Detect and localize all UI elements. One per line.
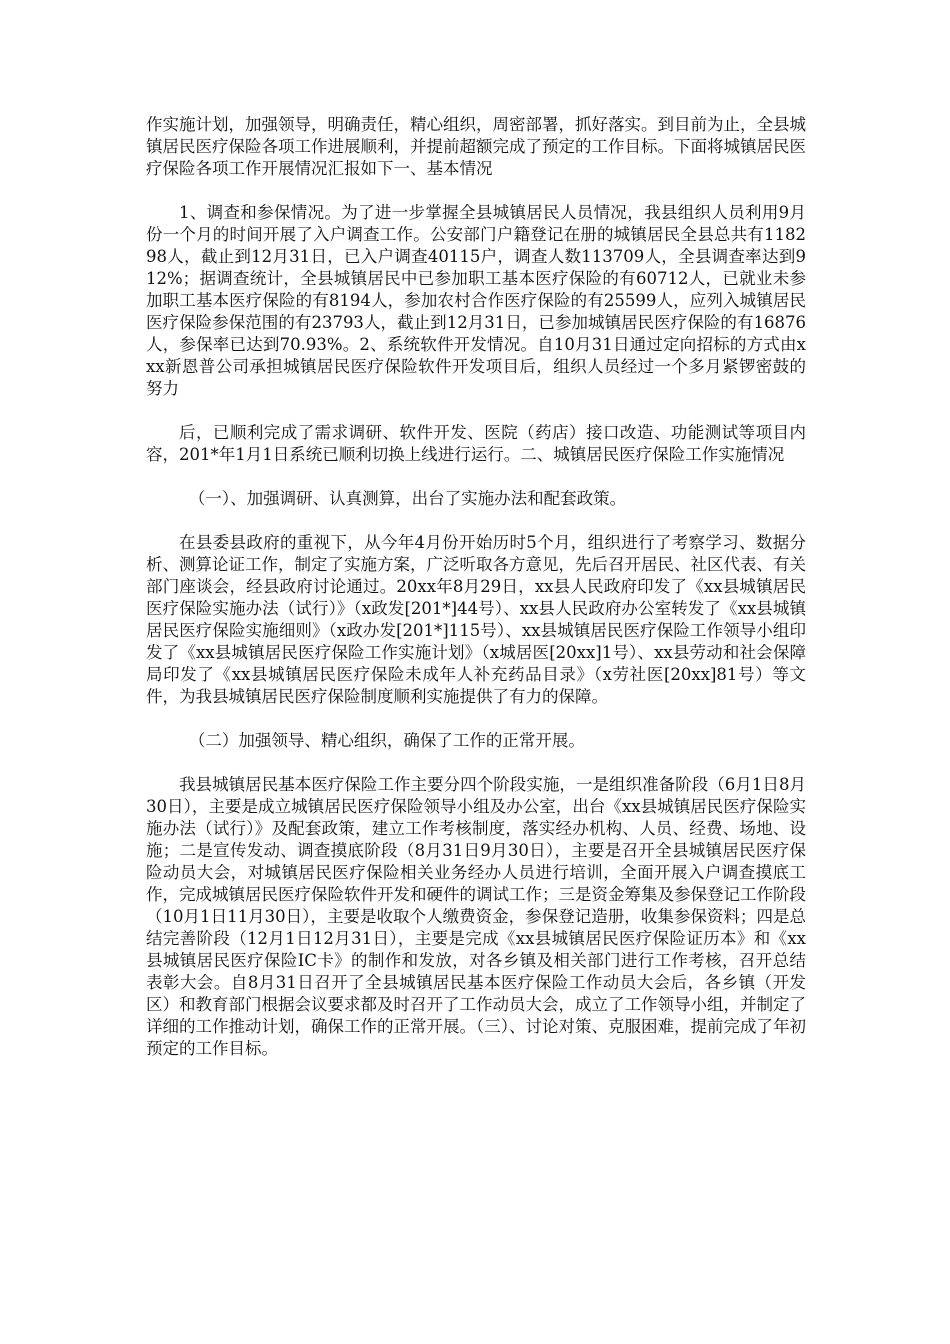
paragraph-2: 1、调查和参保情况。为了进一步掌握全县城镇居民人员情况，我县组织人员利用9月份一个月的时间开展了入户调查工作。公安部门户籍登记在册的城镇居民全县总共有118298人，截止到12月31日，已入户调查40115户，调查人数113709人，全县调查率达到912%；据调查统计，全县城镇居民中已参加职工基本医疗保险的有60712人，已就业未参加职工基本医疗保险的有8194人，参加农村合作医疗保险的有25599人，应列入城镇居民医疗保险参保范围的有23793人，截止到12月31日，已参加城镇居民医疗保险的有16876人，参保率已达到70.93%。2、系统软件开发情况。自10月31日通过定向招标的方式由xxx新恩普公司承担城镇居民医疗保险软件开发项目后，组织人员经过一个多月紧锣密鼓的努力: [146, 203, 806, 398]
document-page: [146, 114, 806, 1082]
paragraph-3: 后，已顺利完成了需求调研、软件开发、医院（药店）接口改造、功能测试等项目内容，201*年1月1日系统已顺利切换上线进行运行。二、城镇居民医疗保险工作实施情况: [146, 423, 806, 464]
paragraph-7: 我县城镇居民基本医疗保险工作主要分四个阶段实施，一是组织准备阶段（6月1日8月30日），主要是成立城镇居民医疗保险领导小组及办公室，出台《xx县城镇居民医疗保险实施办法（试行）》及配套政策，建立工作考核制度，落实经办机构、人员、经费、场地、设施；二是宣传发动、调查摸底阶段（8月31日9月30日），主要是召开全县城镇居民医疗保险动员大会，对城镇居民医疗保险相关业务经办人员进行培训，全面开展入户调查摸底工作，完成城镇居民医疗保险软件开发和硬件的调试工作；三是资金筹集及参保登记工作阶段（10月1日11月30日），主要是收取个人缴费资金，参保登记造册，收集参保资料；四是总结完善阶段（12月1日12月31日），主要是完成《xx县城镇居民医疗保险证历本》和《xx县城镇居民医疗保险IC卡》的制作和发放，对各乡镇及相关部门进行工作考核，召开总结表彰大会。自8月31日召开了全县城镇居民基本医疗保险工作动员大会后，各乡镇（开发区）和教育部门根据会议要求都及时召开了工作动员大会，成立了工作领导小组，并制定了详细的工作推动计划，确保工作的正常开展。（三）、讨论对策、克服困难，提前完成了年初预定的工作目标。: [146, 775, 806, 1058]
paragraph-5: 在县委县政府的重视下，从今年4月份开始历时5个月，组织进行了考察学习、数据分析、测算论证工作，制定了实施方案，广泛听取各方意见，先后召开居民、社区代表、有关部门座谈会，经县政府讨论通过。20xx年8月29日，xx县人民政府印发了《xx县城镇居民医疗保险实施办法（试行）》（x政发[201*]44号）、xx县人民政府办公室转发了《xx县城镇居民医疗保险实施细则》（x政办发[201*]115号）、xx县城镇居民医疗保险工作领导小组印发了《xx县城镇居民医疗保险工作实施计划》（x城居医[20xx]1号）、xx县劳动和社会保障局印发了《xx县城镇居民医疗保险未成年人补充药品目录》（x劳社医[20xx]81号）等文件，为我县城镇居民医疗保险制度顺利实施提供了有力的保障。: [146, 533, 806, 706]
section-heading-1: （一）、加强调研、认真测算，出台了实施办法和配套政策。: [188, 489, 627, 508]
section-heading-2: （二）加强领导、精心组织，确保了工作的正常开展。: [188, 731, 585, 750]
paragraph-1: 作实施计划，加强领导，明确责任，精心组织，周密部署，抓好落实。到目前为止，全县城镇居民医疗保险各项工作进展顺利，并提前超额完成了预定的工作目标。下面将城镇居民医疗保险各项工作开展情况汇报如下一、基本情况: [146, 115, 806, 178]
